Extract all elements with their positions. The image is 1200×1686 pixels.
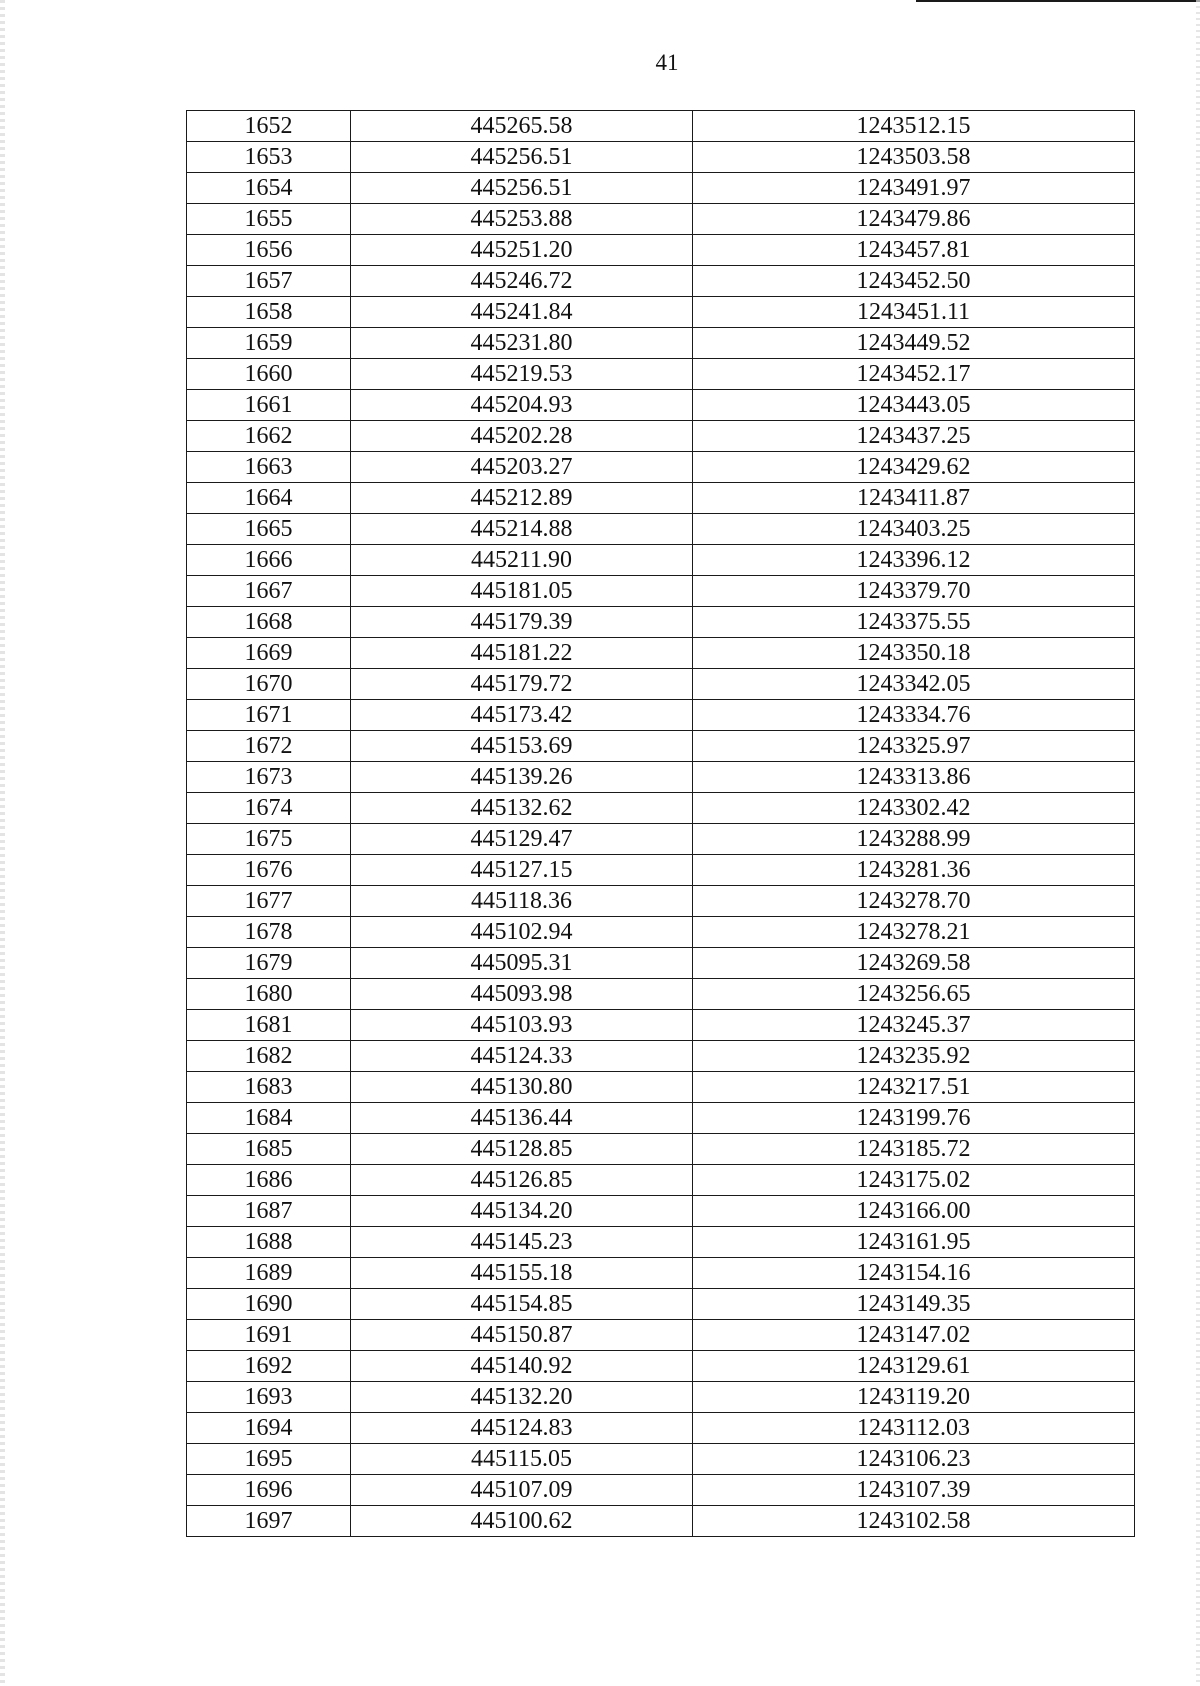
x-coordinate-cell: 445127.15 (351, 855, 693, 886)
y-coordinate-cell: 1243334.76 (693, 700, 1135, 731)
x-coordinate-cell: 445107.09 (351, 1475, 693, 1506)
point-number-cell: 1685 (187, 1134, 351, 1165)
x-coordinate-cell: 445202.28 (351, 421, 693, 452)
point-number-cell: 1683 (187, 1072, 351, 1103)
y-coordinate-cell: 1243245.37 (693, 1010, 1135, 1041)
point-number-cell: 1691 (187, 1320, 351, 1351)
y-coordinate-cell: 1243302.42 (693, 793, 1135, 824)
point-number-cell: 1696 (187, 1475, 351, 1506)
point-number-cell: 1656 (187, 235, 351, 266)
point-number-cell: 1653 (187, 142, 351, 173)
y-coordinate-cell: 1243512.15 (693, 111, 1135, 142)
point-number-cell: 1661 (187, 390, 351, 421)
x-coordinate-cell: 445219.53 (351, 359, 693, 390)
table-row (187, 142, 1135, 173)
x-coordinate-cell: 445150.87 (351, 1320, 693, 1351)
table-row (187, 1320, 1135, 1351)
x-coordinate-cell: 445139.26 (351, 762, 693, 793)
table-row (187, 1506, 1135, 1537)
point-number-cell: 1673 (187, 762, 351, 793)
table-row (187, 173, 1135, 204)
x-coordinate-cell: 445132.62 (351, 793, 693, 824)
y-coordinate-cell: 1243479.86 (693, 204, 1135, 235)
table-row (187, 1010, 1135, 1041)
x-coordinate-cell: 445095.31 (351, 948, 693, 979)
point-number-cell: 1677 (187, 886, 351, 917)
scan-edge-right (1196, 0, 1200, 1686)
point-number-cell: 1678 (187, 917, 351, 948)
x-coordinate-cell: 445179.72 (351, 669, 693, 700)
coordinates-table-body (187, 111, 1135, 1537)
table-row (187, 638, 1135, 669)
table-row (187, 855, 1135, 886)
table-row (187, 204, 1135, 235)
x-coordinate-cell: 445124.33 (351, 1041, 693, 1072)
point-number-cell: 1654 (187, 173, 351, 204)
x-coordinate-cell: 445246.72 (351, 266, 693, 297)
table-row (187, 452, 1135, 483)
y-coordinate-cell: 1243106.23 (693, 1444, 1135, 1475)
point-number-cell: 1686 (187, 1165, 351, 1196)
table-row (187, 359, 1135, 390)
table-row (187, 235, 1135, 266)
y-coordinate-cell: 1243350.18 (693, 638, 1135, 669)
point-number-cell: 1655 (187, 204, 351, 235)
table-row (187, 1413, 1135, 1444)
x-coordinate-cell: 445203.27 (351, 452, 693, 483)
x-coordinate-cell: 445256.51 (351, 173, 693, 204)
x-coordinate-cell: 445126.85 (351, 1165, 693, 1196)
y-coordinate-cell: 1243119.20 (693, 1382, 1135, 1413)
x-coordinate-cell: 445102.94 (351, 917, 693, 948)
x-coordinate-cell: 445103.93 (351, 1010, 693, 1041)
point-number-cell: 1659 (187, 328, 351, 359)
table-row (187, 793, 1135, 824)
table-row (187, 979, 1135, 1010)
point-number-cell: 1679 (187, 948, 351, 979)
x-coordinate-cell: 445179.39 (351, 607, 693, 638)
table-row (187, 266, 1135, 297)
x-coordinate-cell: 445256.51 (351, 142, 693, 173)
y-coordinate-cell: 1243256.65 (693, 979, 1135, 1010)
table-row (187, 1196, 1135, 1227)
x-coordinate-cell: 445153.69 (351, 731, 693, 762)
y-coordinate-cell: 1243403.25 (693, 514, 1135, 545)
table-row (187, 545, 1135, 576)
point-number-cell: 1666 (187, 545, 351, 576)
x-coordinate-cell: 445155.18 (351, 1258, 693, 1289)
y-coordinate-cell: 1243107.39 (693, 1475, 1135, 1506)
table-row (187, 1072, 1135, 1103)
y-coordinate-cell: 1243278.70 (693, 886, 1135, 917)
y-coordinate-cell: 1243429.62 (693, 452, 1135, 483)
x-coordinate-cell: 445212.89 (351, 483, 693, 514)
table-row (187, 1351, 1135, 1382)
top-border-rule (916, 0, 1200, 2)
y-coordinate-cell: 1243269.58 (693, 948, 1135, 979)
x-coordinate-cell: 445181.22 (351, 638, 693, 669)
y-coordinate-cell: 1243175.02 (693, 1165, 1135, 1196)
x-coordinate-cell: 445100.62 (351, 1506, 693, 1537)
y-coordinate-cell: 1243411.87 (693, 483, 1135, 514)
point-number-cell: 1671 (187, 700, 351, 731)
x-coordinate-cell: 445129.47 (351, 824, 693, 855)
table-row (187, 421, 1135, 452)
table-row (187, 700, 1135, 731)
x-coordinate-cell: 445130.80 (351, 1072, 693, 1103)
point-number-cell: 1676 (187, 855, 351, 886)
x-coordinate-cell: 445253.88 (351, 204, 693, 235)
x-coordinate-cell: 445265.58 (351, 111, 693, 142)
table-row (187, 731, 1135, 762)
y-coordinate-cell: 1243129.61 (693, 1351, 1135, 1382)
y-coordinate-cell: 1243278.21 (693, 917, 1135, 948)
x-coordinate-cell: 445211.90 (351, 545, 693, 576)
y-coordinate-cell: 1243452.50 (693, 266, 1135, 297)
y-coordinate-cell: 1243457.81 (693, 235, 1135, 266)
point-number-cell: 1669 (187, 638, 351, 669)
table-row (187, 390, 1135, 421)
y-coordinate-cell: 1243149.35 (693, 1289, 1135, 1320)
x-coordinate-cell: 445115.05 (351, 1444, 693, 1475)
point-number-cell: 1670 (187, 669, 351, 700)
x-coordinate-cell: 445241.84 (351, 297, 693, 328)
table-row (187, 1444, 1135, 1475)
table-row (187, 1258, 1135, 1289)
y-coordinate-cell: 1243396.12 (693, 545, 1135, 576)
y-coordinate-cell: 1243452.17 (693, 359, 1135, 390)
y-coordinate-cell: 1243451.11 (693, 297, 1135, 328)
x-coordinate-cell: 445204.93 (351, 390, 693, 421)
point-number-cell: 1668 (187, 607, 351, 638)
x-coordinate-cell: 445173.42 (351, 700, 693, 731)
point-number-cell: 1674 (187, 793, 351, 824)
table-row (187, 1382, 1135, 1413)
y-coordinate-cell: 1243375.55 (693, 607, 1135, 638)
y-coordinate-cell: 1243112.03 (693, 1413, 1135, 1444)
table-row (187, 1227, 1135, 1258)
point-number-cell: 1694 (187, 1413, 351, 1444)
y-coordinate-cell: 1243342.05 (693, 669, 1135, 700)
point-number-cell: 1660 (187, 359, 351, 390)
table-row (187, 1475, 1135, 1506)
point-number-cell: 1672 (187, 731, 351, 762)
y-coordinate-cell: 1243281.36 (693, 855, 1135, 886)
point-number-cell: 1688 (187, 1227, 351, 1258)
table-row (187, 576, 1135, 607)
point-number-cell: 1657 (187, 266, 351, 297)
table-row (187, 514, 1135, 545)
table-row (187, 824, 1135, 855)
point-number-cell: 1697 (187, 1506, 351, 1537)
table-row (187, 607, 1135, 638)
point-number-cell: 1680 (187, 979, 351, 1010)
y-coordinate-cell: 1243288.99 (693, 824, 1135, 855)
x-coordinate-cell: 445118.36 (351, 886, 693, 917)
table-row (187, 1103, 1135, 1134)
y-coordinate-cell: 1243217.51 (693, 1072, 1135, 1103)
table-row (187, 111, 1135, 142)
point-number-cell: 1658 (187, 297, 351, 328)
coordinates-table (186, 110, 1135, 1537)
x-coordinate-cell: 445181.05 (351, 576, 693, 607)
table-row (187, 669, 1135, 700)
table-row (187, 1041, 1135, 1072)
point-number-cell: 1664 (187, 483, 351, 514)
y-coordinate-cell: 1243325.97 (693, 731, 1135, 762)
table-row (187, 297, 1135, 328)
point-number-cell: 1693 (187, 1382, 351, 1413)
y-coordinate-cell: 1243491.97 (693, 173, 1135, 204)
y-coordinate-cell: 1243185.72 (693, 1134, 1135, 1165)
table-row (187, 328, 1135, 359)
point-number-cell: 1665 (187, 514, 351, 545)
table-row (187, 762, 1135, 793)
y-coordinate-cell: 1243102.58 (693, 1506, 1135, 1537)
page-number: 41 (655, 50, 679, 75)
table-row (187, 1134, 1135, 1165)
scan-edge-left (0, 0, 5, 1686)
y-coordinate-cell: 1243313.86 (693, 762, 1135, 793)
point-number-cell: 1667 (187, 576, 351, 607)
point-number-cell: 1652 (187, 111, 351, 142)
x-coordinate-cell: 445154.85 (351, 1289, 693, 1320)
point-number-cell: 1689 (187, 1258, 351, 1289)
point-number-cell: 1675 (187, 824, 351, 855)
y-coordinate-cell: 1243235.92 (693, 1041, 1135, 1072)
x-coordinate-cell: 445140.92 (351, 1351, 693, 1382)
x-coordinate-cell: 445124.83 (351, 1413, 693, 1444)
x-coordinate-cell: 445145.23 (351, 1227, 693, 1258)
y-coordinate-cell: 1243166.00 (693, 1196, 1135, 1227)
table-row (187, 1165, 1135, 1196)
y-coordinate-cell: 1243199.76 (693, 1103, 1135, 1134)
x-coordinate-cell: 445128.85 (351, 1134, 693, 1165)
point-number-cell: 1692 (187, 1351, 351, 1382)
y-coordinate-cell: 1243443.05 (693, 390, 1135, 421)
point-number-cell: 1684 (187, 1103, 351, 1134)
point-number-cell: 1690 (187, 1289, 351, 1320)
point-number-cell: 1681 (187, 1010, 351, 1041)
y-coordinate-cell: 1243437.25 (693, 421, 1135, 452)
point-number-cell: 1695 (187, 1444, 351, 1475)
y-coordinate-cell: 1243154.16 (693, 1258, 1135, 1289)
x-coordinate-cell: 445134.20 (351, 1196, 693, 1227)
x-coordinate-cell: 445214.88 (351, 514, 693, 545)
x-coordinate-cell: 445231.80 (351, 328, 693, 359)
table-row (187, 917, 1135, 948)
y-coordinate-cell: 1243503.58 (693, 142, 1135, 173)
x-coordinate-cell: 445093.98 (351, 979, 693, 1010)
x-coordinate-cell: 445251.20 (351, 235, 693, 266)
x-coordinate-cell: 445132.20 (351, 1382, 693, 1413)
y-coordinate-cell: 1243161.95 (693, 1227, 1135, 1258)
point-number-cell: 1682 (187, 1041, 351, 1072)
point-number-cell: 1663 (187, 452, 351, 483)
table-row (187, 948, 1135, 979)
table-row (187, 483, 1135, 514)
y-coordinate-cell: 1243449.52 (693, 328, 1135, 359)
x-coordinate-cell: 445136.44 (351, 1103, 693, 1134)
y-coordinate-cell: 1243147.02 (693, 1320, 1135, 1351)
point-number-cell: 1687 (187, 1196, 351, 1227)
y-coordinate-cell: 1243379.70 (693, 576, 1135, 607)
table-row (187, 1289, 1135, 1320)
table-row (187, 886, 1135, 917)
point-number-cell: 1662 (187, 421, 351, 452)
